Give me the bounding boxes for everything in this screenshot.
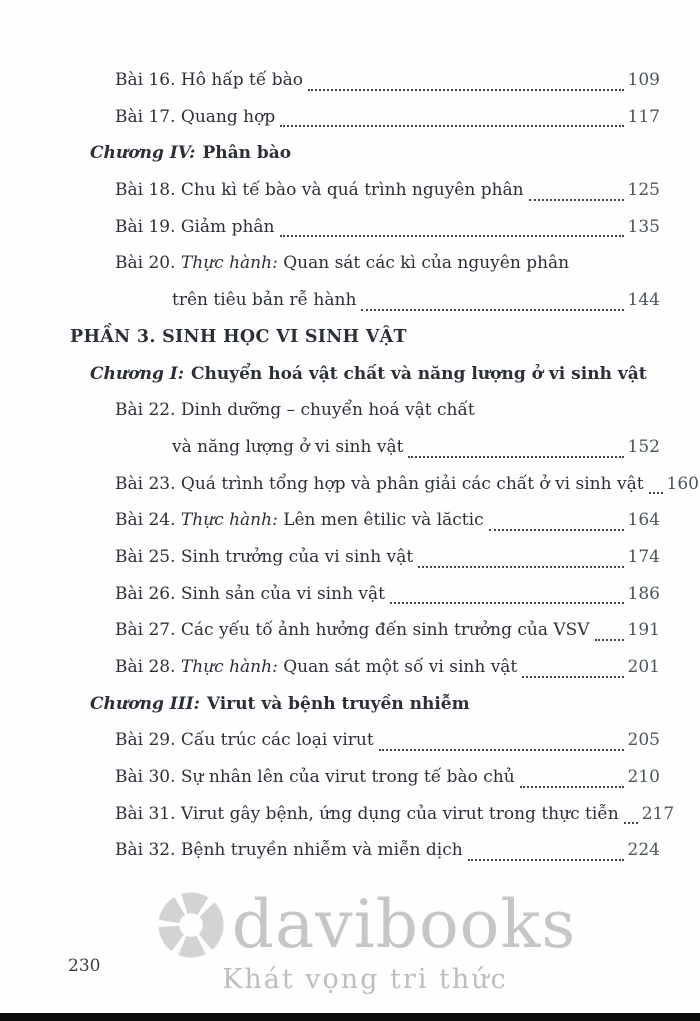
toc-entry-title: Bài 31. Virut gây bệnh, ứng dụng của virut trong thực tiễn bbox=[115, 803, 619, 824]
dotted-leader bbox=[418, 566, 623, 568]
dotted-leader bbox=[489, 529, 624, 531]
toc-entry-page: 217 bbox=[641, 803, 675, 824]
toc-entry bbox=[70, 209, 660, 246]
toc-entry bbox=[70, 796, 675, 833]
toc-entry bbox=[70, 832, 660, 869]
toc-entry-page: 152 bbox=[627, 436, 660, 457]
toc-entry-page: 144 bbox=[627, 290, 660, 311]
toc-entry-title: Bài 16. Hô hấp tế bào bbox=[115, 70, 303, 90]
dotted-leader bbox=[361, 309, 623, 311]
toc-entry-title: Chương IV: Phân bào bbox=[90, 143, 292, 164]
dotted-leader bbox=[308, 89, 624, 91]
toc-entry-page: 186 bbox=[627, 583, 660, 604]
toc-entry bbox=[70, 466, 699, 503]
toc-chapter-heading bbox=[70, 356, 660, 393]
toc-entry bbox=[70, 99, 660, 136]
toc-entry-page: 201 bbox=[627, 657, 660, 677]
dotted-leader bbox=[624, 822, 638, 824]
toc-entry-page: 164 bbox=[627, 510, 660, 531]
toc-entry bbox=[70, 282, 660, 319]
toc-entry bbox=[70, 502, 660, 539]
toc-part-heading bbox=[70, 319, 660, 356]
dotted-leader bbox=[408, 456, 623, 458]
toc-entry bbox=[70, 172, 660, 209]
toc-entry-title: Bài 20. Thực hành: Quan sát các kì của nguyên phân bbox=[115, 253, 570, 274]
toc-entry-title: Bài 27. Các yếu tố ảnh hưởng đến sinh trưởng của VSV bbox=[115, 620, 590, 641]
dotted-leader bbox=[390, 602, 624, 604]
toc-entry-page: 210 bbox=[627, 767, 660, 788]
toc-entry-page: 174 bbox=[627, 546, 660, 567]
toc-entry-title: Bài 23. Quá trình tổng hợp và phân giải các chất ở vi sinh vật bbox=[115, 473, 644, 494]
toc-entry-title: và năng lượng ở vi sinh vật bbox=[172, 436, 404, 457]
dotted-leader bbox=[379, 749, 624, 751]
dotted-leader bbox=[649, 492, 663, 494]
dotted-leader bbox=[280, 125, 623, 127]
toc-entry bbox=[70, 539, 660, 576]
watermark-slogan: Khát vọng tri thức bbox=[222, 964, 508, 995]
toc-entry-title: Bài 26. Sinh sản của vi sinh vật bbox=[115, 583, 385, 604]
toc-entry-page: 191 bbox=[627, 620, 660, 641]
toc-entry-title: Chương I: Chuyển hoá vật chất và năng lượng ở vi sinh vật bbox=[90, 363, 647, 384]
toc-entry bbox=[70, 245, 660, 282]
toc-chapter-heading bbox=[70, 686, 660, 723]
toc-entry-title: Bài 22. Dinh dưỡng – chuyển hoá vật chất bbox=[115, 400, 475, 421]
dotted-leader bbox=[280, 235, 624, 237]
toc-entry bbox=[70, 759, 660, 796]
toc-entry-title: trên tiêu bản rễ hành bbox=[172, 290, 357, 311]
toc-entry-page: 125 bbox=[627, 180, 660, 201]
toc-entry-title: Bài 28. Thực hành: Quan sát một số vi sinh vật bbox=[115, 657, 518, 677]
dotted-leader bbox=[520, 786, 624, 788]
bottom-edge-bar bbox=[0, 1013, 700, 1021]
toc-entry-page: 160 bbox=[666, 473, 699, 494]
toc-entry-page: 205 bbox=[627, 730, 660, 751]
davibooks-logo-icon bbox=[154, 888, 228, 962]
dotted-leader bbox=[595, 639, 624, 641]
toc-entry-title: Bài 30. Sự nhân lên của virut trong tế bào chủ bbox=[115, 767, 515, 788]
dotted-leader bbox=[522, 676, 623, 678]
toc-entry-title: Bài 18. Chu kì tế bào và quá trình nguyên phân bbox=[115, 180, 524, 201]
toc-entry bbox=[70, 429, 660, 466]
toc-entry-title: Bài 17. Quang hợp bbox=[115, 106, 276, 127]
toc-entry bbox=[70, 722, 660, 759]
watermark-brand-row bbox=[150, 888, 580, 962]
toc-entry-title: Bài 19. Giảm phân bbox=[115, 216, 275, 237]
toc-entry bbox=[70, 392, 660, 429]
watermark bbox=[150, 888, 580, 995]
toc-entry-title: Chương III: Virut và bệnh truyền nhiễm bbox=[90, 693, 470, 714]
toc-entry-page: 224 bbox=[627, 840, 660, 861]
toc-entry-title: Bài 32. Bệnh truyền nhiễm và miễn dịch bbox=[115, 840, 463, 861]
toc-entry-page: 117 bbox=[627, 106, 660, 127]
toc-entry bbox=[70, 612, 660, 649]
dotted-leader bbox=[529, 199, 624, 201]
toc-list bbox=[70, 62, 699, 869]
page-number: 230 bbox=[68, 956, 101, 976]
dotted-leader bbox=[468, 859, 624, 861]
toc-entry-page: 135 bbox=[627, 216, 660, 237]
toc-entry bbox=[70, 62, 660, 99]
toc-entry bbox=[70, 576, 660, 613]
toc-entry-title: Bài 24. Thực hành: Lên men êtilic và lăctic bbox=[115, 510, 484, 531]
toc-entry-title: PHẦN 3. SINH HỌC VI SINH VẬT bbox=[70, 326, 407, 347]
toc-entry-page: 109 bbox=[627, 70, 660, 90]
toc-entry-title: Bài 25. Sinh trưởng của vi sinh vật bbox=[115, 546, 414, 567]
toc-entry-title: Bài 29. Cấu trúc các loại virut bbox=[115, 730, 374, 751]
toc-chapter-heading bbox=[70, 135, 660, 172]
toc-entry bbox=[70, 649, 660, 686]
watermark-brand: davibooks bbox=[231, 886, 577, 963]
